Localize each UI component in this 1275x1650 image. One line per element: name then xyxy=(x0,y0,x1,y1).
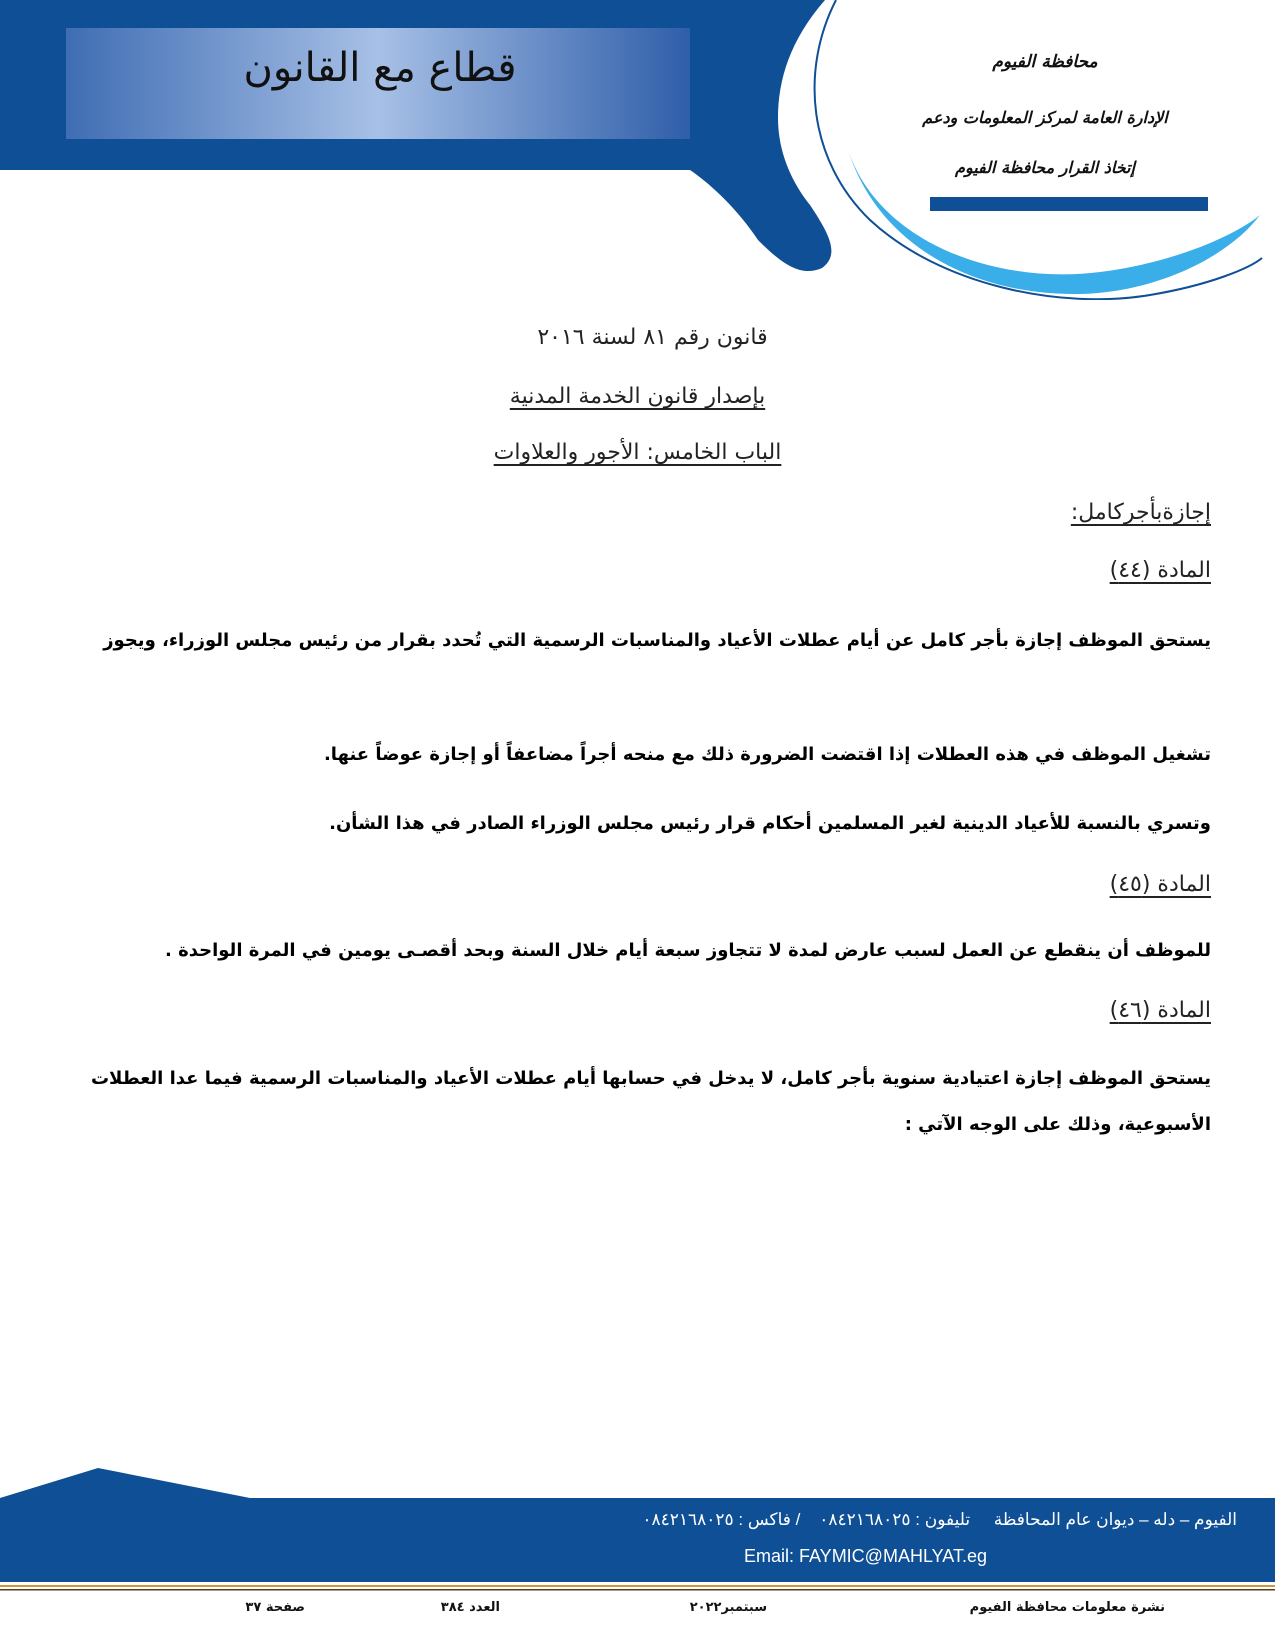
footer-fax-label: / فاكس : xyxy=(738,1510,801,1529)
article-44-paragraph-3: وتسري بالنسبة للأعياد الدينية لغير المسلمين أحكام قرار رئيس مجلس الوزراء الصادر في هذا الشأن. xyxy=(329,813,1211,834)
leave-heading: إجازةبأجركامل: xyxy=(1070,500,1211,525)
footer-phone-label: تليفون : xyxy=(915,1510,971,1529)
footer-gold-line xyxy=(0,1585,1275,1587)
article-44-paragraph-1: يستحق الموظف إجازة بأجر كامل عن أيام عطلات الأعياد والمناسبات الرسمية التي تُحدد بقرار من رئيس مجلس الوزراء، ويجوز xyxy=(103,630,1211,651)
org-line-decision: إتخاذ القرار محافظة الفيوم xyxy=(955,158,1135,177)
page-number: صفحة ٣٧ xyxy=(245,1600,305,1615)
footer-contact-line xyxy=(642,1510,1237,1530)
footer-dark-line xyxy=(0,1589,1275,1591)
publication-date: سبتمبر٢٠٢٢ xyxy=(689,1600,767,1615)
article-44-paragraph-2: تشغيل الموظف في هذه العطلات إذا اقتضت الضرورة ذلك مع منحه أجراً مضاعفاً أو إجازة عوضاً عنها. xyxy=(323,744,1211,765)
article-45-title: المادة (٤٥) xyxy=(1109,872,1211,897)
footer-phone: ٠٨٤٢١٦٨٠٢٥ xyxy=(819,1510,911,1529)
footer-fax: ٠٨٤٢١٦٨٠٢٥ xyxy=(642,1510,734,1529)
org-underline-bar xyxy=(930,197,1208,211)
footer-address: الفيوم – دله – ديوان عام المحافظة xyxy=(993,1510,1237,1529)
article-44-title: المادة (٤٤) xyxy=(1109,558,1211,583)
banner-title: قطاع مع القانون xyxy=(243,45,517,91)
article-46-title: المادة (٤٦) xyxy=(1109,998,1211,1023)
footer-email: Email: FAYMIC@MAHLYAT.eg xyxy=(744,1546,987,1566)
org-line-governorate: محافظة الفيوم xyxy=(992,52,1098,72)
article-46-paragraph-1: يستحق الموظف إجازة اعتيادية سنوية بأجر كامل، لا يدخل في حسابها أيام عطلات الأعياد والمناسبات الرسمية فيما عدا العطلات الأسبوعية، وذلك على الوجه الآتي : xyxy=(90,1068,1211,1135)
article-45-paragraph-1: للموظف أن ينقطع عن العمل لسبب عارض لمدة لا تتجاوز سبعة أيام خلال السنة وبحد أقصـى يومين في المرة الواحدة . xyxy=(165,940,1211,961)
org-line-center: الإدارة العامة لمركز المعلومات ودعم xyxy=(922,108,1168,127)
law-issuance: بإصدار قانون الخدمة المدنية xyxy=(509,384,766,409)
law-number: قانون رقم ٨١ لسنة ٢٠١٦ xyxy=(537,325,768,350)
law-chapter: الباب الخامس: الأجور والعلاوات xyxy=(493,440,782,465)
publication-name: نشرة معلومات محافظة الفيوم xyxy=(969,1600,1165,1615)
issue-number: العدد ٣٨٤ xyxy=(440,1600,500,1615)
